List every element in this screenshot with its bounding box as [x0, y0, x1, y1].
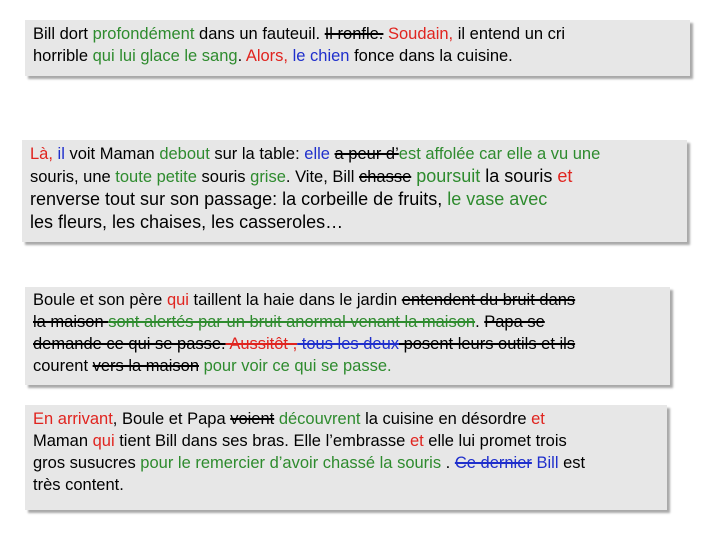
text-run: En arrivant	[33, 410, 113, 428]
text-run: qui	[166, 291, 189, 309]
text-run: et	[531, 410, 545, 428]
text-run: taillent la haie dans le jardin	[188, 291, 402, 309]
text-run: il entend un cri	[453, 25, 566, 43]
text-run: et	[409, 432, 424, 450]
paragraph-box-3	[25, 287, 670, 385]
text-line	[33, 452, 659, 474]
text-run: les fleurs, les chaises, les casseroles…	[30, 212, 344, 232]
text-run: la maison	[33, 313, 109, 331]
text-run: demande ce qui se passe.	[33, 335, 226, 353]
text-run: découvrent	[274, 410, 361, 428]
text-line	[33, 289, 662, 311]
text-run: Bill	[531, 454, 559, 472]
text-run: sont alertés par un bruit anormal venant la maison	[108, 313, 476, 331]
text-line	[33, 355, 662, 377]
text-run: tient Bill dans ses bras. Elle l’embrasse	[114, 432, 410, 450]
text-line	[33, 333, 662, 355]
text-run: et	[557, 166, 573, 186]
text-line	[33, 45, 682, 67]
text-run: Bill dort	[33, 25, 93, 43]
text-run: sur la table:	[209, 145, 305, 163]
text-run: Papa se	[484, 313, 545, 331]
paragraph-box-4	[25, 405, 667, 510]
text-run: a peur d’	[334, 145, 399, 163]
text-run: souris	[196, 168, 251, 186]
text-line	[33, 311, 662, 333]
text-run: courent	[33, 357, 93, 375]
text-line	[30, 143, 679, 165]
text-run: Alors,	[245, 47, 289, 65]
text-run: .	[237, 47, 246, 65]
text-line	[33, 474, 659, 496]
text-run: le vase avec	[447, 189, 548, 209]
text-run: poursuit	[411, 166, 481, 186]
text-run: le chien	[288, 47, 350, 65]
text-run: grise	[250, 168, 286, 186]
text-run: vers la maison	[92, 357, 199, 375]
text-run: Aussitôt ,	[225, 335, 298, 353]
text-run: qui	[92, 432, 115, 450]
text-line	[30, 165, 679, 188]
text-line	[33, 408, 659, 430]
text-run: Soudain,	[383, 25, 454, 43]
text-run: Maman	[33, 432, 93, 450]
text-run: fonce dans la cuisine.	[349, 47, 513, 65]
text-run: voit Maman	[64, 145, 160, 163]
text-run: . Vite, Bill	[285, 168, 359, 186]
text-run: pour voir ce qui se passe.	[199, 357, 392, 375]
text-run: la cuisine en désordre	[360, 410, 532, 428]
text-run: est	[558, 454, 586, 472]
text-line	[30, 211, 679, 234]
text-run: Ce dernier	[454, 454, 532, 472]
text-run: chasse	[358, 168, 412, 186]
text-line	[30, 188, 679, 211]
text-run: .	[441, 454, 455, 472]
text-run: la souris	[480, 166, 558, 186]
text-run: elle lui promet trois	[423, 432, 567, 450]
text-run: souris, une	[30, 168, 116, 186]
text-run: Boule et son père	[33, 291, 167, 309]
text-run: voient	[230, 410, 275, 428]
text-run: Il ronfle.	[324, 25, 384, 43]
text-run: Là,	[30, 145, 58, 163]
text-run: entendent du bruit dans	[401, 291, 576, 309]
text-run: très content.	[33, 476, 124, 494]
text-run: il	[57, 145, 65, 163]
text-run: qui lui glace le sang	[92, 47, 238, 65]
text-run: pour le remercier d’avoir chassé la souris	[140, 454, 442, 472]
text-run: , Boule et Papa	[112, 410, 231, 428]
text-run: elle	[304, 145, 330, 163]
text-run: debout	[159, 145, 210, 163]
text-run: dans un fauteuil.	[194, 25, 325, 43]
text-run: gros susucres	[33, 454, 141, 472]
paragraph-box-2	[22, 140, 687, 242]
text-run: profondément	[92, 25, 195, 43]
text-run: posent leurs outils et ils	[399, 335, 576, 353]
text-run: est affolée car elle a vu une	[398, 145, 601, 163]
paragraph-box-1	[25, 20, 690, 76]
text-run: renverse tout sur son passage: la corbeille de fruits,	[30, 189, 448, 209]
text-run: horrible	[33, 47, 93, 65]
text-line	[33, 430, 659, 452]
text-run: toute petite	[115, 168, 197, 186]
text-run: tous les deux	[297, 335, 399, 353]
text-run: .	[475, 313, 485, 331]
text-line	[33, 23, 682, 45]
